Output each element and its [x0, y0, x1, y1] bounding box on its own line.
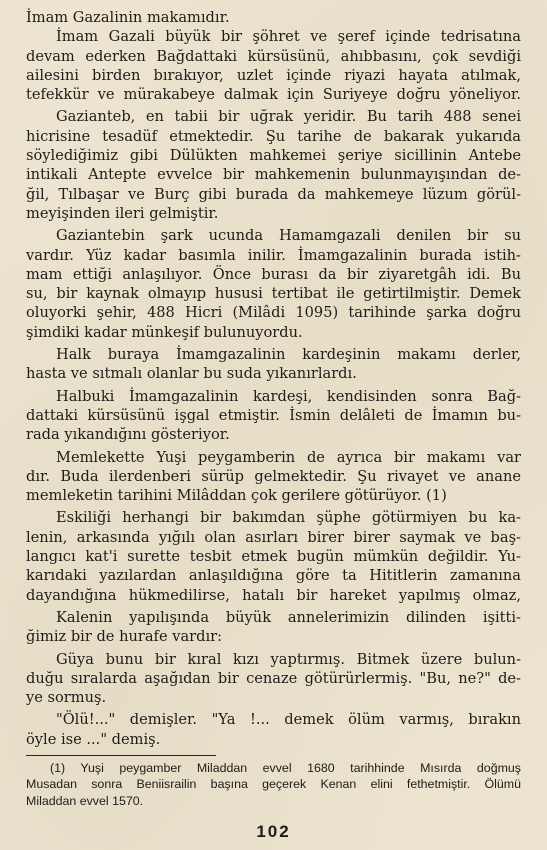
body-text [26, 8, 521, 749]
footnote-line: Musadan sonra Beniisrailin başına geçerek Kenan elini fethetmiştir. Ölümü [26, 777, 521, 792]
text-line: Güya bunu bir kıral kızı yaptırmış. Bitmek üzere bulun- [56, 650, 521, 668]
text-line: Gaziantebin şark ucunda Hamamgazali denilen bir su [56, 227, 521, 245]
text-line: dayandığına hükmedilirse, hatalı bir hareket yapılmış olmaz, [26, 586, 521, 604]
text-line: dır. Buda ilerdenberi sürüp gelmektedir. Şu rivayet ve anane [26, 467, 521, 485]
text-line: tefekkür ve mürakabeye dalmak için Suriyeye doğru yöneliyor. [26, 86, 521, 104]
footnote-line: (1) Yuşi peygamber Miladdan evvel 1680 tarihhinde Mısırda doğmuş [50, 760, 521, 775]
footnote-line: Miladdan evvel 1570. [26, 793, 144, 808]
text-line: lenin, arkasında yığılı olan asırları birer birer saymak ve baş- [26, 528, 521, 546]
page-number: 102 [256, 822, 291, 841]
text-line: söylediğimiz gibi Dülükten mahkemei şeriye sicillinin Antebe [26, 147, 521, 165]
text-line: Halbuki İmamgazalinin kardeşi, kendisinden sonra Bağ- [56, 387, 521, 405]
text-line: Memlekette Yuşi peygamberin de ayrıca bir makamı var [56, 448, 521, 466]
text-line: ğimiz bir de hurafe vardır: [26, 628, 223, 646]
text-line: karıdaki yazılardan anlaşıldığına göre ta Hititlerin zamanına [26, 567, 521, 585]
text-line: ğil, Tılbaşar ve Burç gibi burada da mahkemeye lüzum görül- [26, 185, 521, 203]
text-line: hicrisine tesadüf etmektedir. Şu tarihe de bakarak yukarıda [26, 127, 521, 145]
text-line: dattaki kürsüsünü işgal etmiştir. İsmin delâleti de İmamın bu- [26, 406, 521, 424]
text-line: intikali Antepte evvelce bir mahkemenin bulunmayışından de- [26, 166, 521, 184]
text-line: ye sormuş. [26, 689, 107, 707]
text-line: şimdiki kadar münkeşif bulunuyordu. [26, 323, 303, 341]
text-line: meyişinden ileri gelmiştir. [26, 204, 219, 222]
text-line: Kalenin yapılışında büyük annelerimizin dilinden işitti- [56, 608, 521, 626]
text-line: İmam Gazali büyük bir şöhret ve şeref içinde tedrisatına [56, 28, 521, 46]
text-line: Halk buraya İmamgazalinin kardeşinin makamı derler, [56, 346, 521, 364]
text-line: vardır. Yüz kadar basımla inilir. İmamgazalinin burada istih- [26, 246, 521, 264]
text-line: İmam Gazalinin makamıdır. [26, 9, 230, 26]
text-line: öyle ise ..." demiş. [26, 730, 161, 748]
text-line: devam ederken Bağdattaki kürsüsünü, ahıbbasını, çok sevdiği [26, 47, 521, 65]
footnote-divider [26, 755, 216, 756]
footnote [26, 760, 521, 810]
text-line: su, bir kaynak olmayıp hususi tertibat ile getirtilmiştir. Demek [26, 285, 521, 303]
text-line: langıcı kat'i surette tesbit etmek bugün mümkün değildir. Yu- [26, 548, 521, 566]
text-line: Eskiliği herhangi bir bakımdan şüphe götürmiyen bu ka- [56, 509, 521, 527]
text-line: hasta ve sıtmalı olanlar bu suda yıkanırlardı. [26, 365, 357, 383]
text-line: memleketin tarihini Milâddan çok gerilere götürüyor. (1) [26, 487, 447, 505]
text-line: Gazianteb, en tabii bir uğrak yeridir. Bu tarih 488 senei [56, 108, 521, 126]
text-line: "Ölü!..." demişler. "Ya !... demek ölüm varmış, bırakın [56, 711, 521, 729]
text-line: mam ettiği anlaşılıyor. Önce burası da bir ziyaretgâh idi. Bu [26, 265, 521, 283]
text-line: oluyorki şehir, 488 Hicri (Milâdi 1095) tarihinde şarka doğru [26, 304, 521, 322]
text-line: duğu sıralarda aşağıdan bir cenaze götürürlermiş. "Bu, ne?" de- [26, 669, 521, 687]
text-line: rada yıkandığını gösteriyor. [26, 426, 230, 444]
text-line: ailesini birden bırakıyor, uzlet içinde riyazi hayata atılmak, [26, 66, 521, 84]
